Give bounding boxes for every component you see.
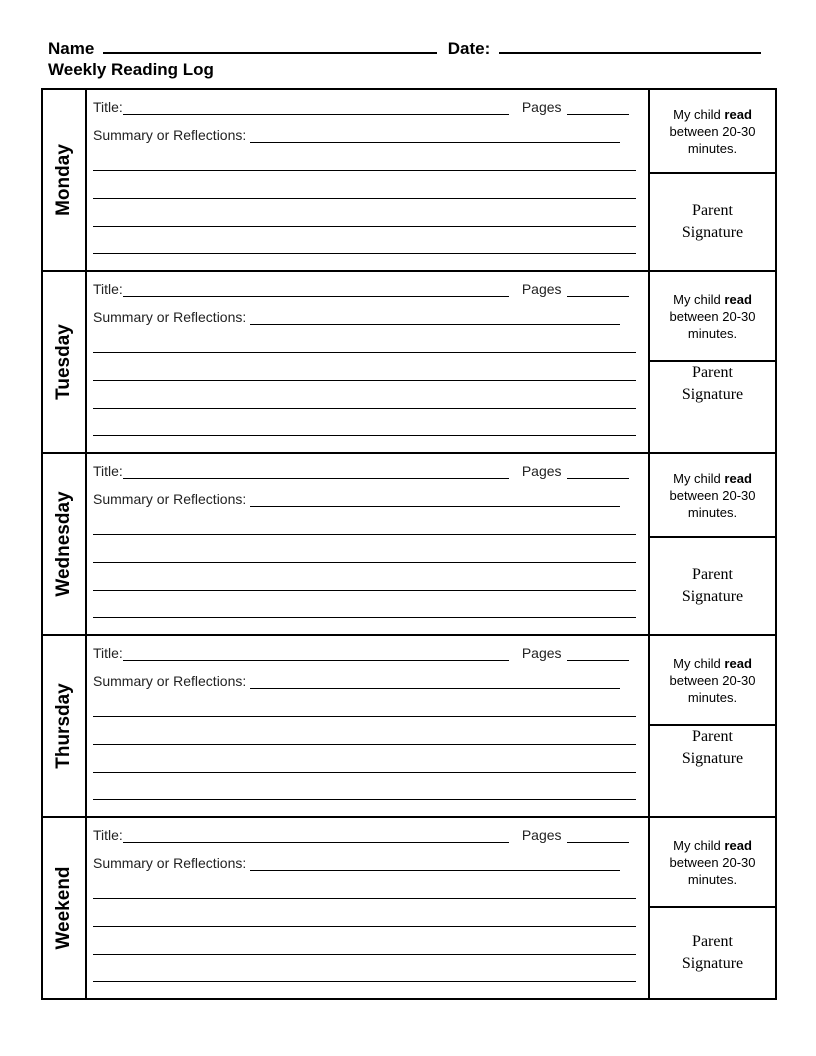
summary-label: Summary or Reflections: [93, 673, 247, 689]
entry-cell [87, 272, 650, 452]
summary-field[interactable] [250, 856, 620, 871]
title-field[interactable] [123, 646, 509, 661]
read-bold: read [724, 291, 752, 307]
read-confirmation [650, 636, 775, 726]
read-bold: read [724, 106, 752, 122]
summary-field[interactable] [250, 492, 620, 507]
parent-label: Parent [692, 202, 733, 219]
writing-line[interactable] [93, 716, 636, 717]
day-cell [43, 636, 87, 816]
title-field[interactable] [123, 828, 509, 843]
signature-label: Signature [681, 955, 744, 972]
parent-signature-box[interactable] [650, 908, 775, 998]
day-row-monday [43, 90, 775, 272]
pages-label: Pages [521, 281, 562, 297]
writing-line[interactable] [93, 898, 636, 899]
read-bold: read [724, 470, 752, 486]
title-label: Title: [93, 645, 123, 661]
read-confirmation [650, 454, 775, 538]
read-confirmation [650, 90, 775, 174]
writing-line[interactable] [93, 744, 636, 745]
writing-line[interactable] [93, 772, 636, 773]
day-row-weekend [43, 818, 775, 998]
side-cell [650, 454, 775, 634]
parent-signature-box[interactable] [650, 362, 775, 452]
side-cell [650, 90, 775, 270]
writing-line[interactable] [93, 926, 636, 927]
writing-line[interactable] [93, 408, 636, 409]
entry-cell [87, 90, 650, 270]
day-cell [43, 818, 87, 998]
side-cell [650, 818, 775, 998]
title-field[interactable] [123, 100, 509, 115]
writing-line[interactable] [93, 954, 636, 955]
title-label: Title: [93, 281, 123, 297]
writing-line[interactable] [93, 226, 636, 227]
summary-label: Summary or Reflections: [93, 127, 247, 143]
signature-label: Signature [681, 224, 744, 241]
page-title: Weekly Reading Log [48, 60, 214, 79]
title-field[interactable] [123, 282, 509, 297]
day-row-tuesday [43, 272, 775, 454]
summary-label: Summary or Reflections: [93, 309, 247, 325]
pages-field[interactable] [567, 464, 629, 479]
name-field[interactable] [103, 38, 437, 54]
date-label: Date: [447, 39, 491, 58]
read-prefix: My child [673, 837, 721, 853]
parent-signature-box[interactable] [650, 538, 775, 634]
entry-cell [87, 636, 650, 816]
entry-cell [87, 818, 650, 998]
summary-label: Summary or Reflections: [93, 855, 247, 871]
day-cell [43, 90, 87, 270]
read-bold: read [724, 655, 752, 671]
title-label: Title: [93, 463, 123, 479]
writing-line[interactable] [93, 380, 636, 381]
summary-field[interactable] [250, 128, 620, 143]
day-row-thursday [43, 636, 775, 818]
read-suffix: between 20-30 minutes. [669, 487, 756, 520]
day-label: Tuesday [53, 324, 74, 400]
parent-signature-box[interactable] [650, 174, 775, 270]
signature-label: Signature [681, 750, 744, 767]
read-prefix: My child [673, 470, 721, 486]
writing-line[interactable] [93, 352, 636, 353]
day-label: Thursday [53, 683, 74, 769]
entry-cell [87, 454, 650, 634]
day-cell [43, 272, 87, 452]
writing-line[interactable] [93, 799, 636, 800]
day-row-wednesday [43, 454, 775, 636]
pages-field[interactable] [567, 646, 629, 661]
side-cell [650, 272, 775, 452]
writing-line[interactable] [93, 170, 636, 171]
title-field[interactable] [123, 464, 509, 479]
title-label: Title: [93, 827, 123, 843]
read-confirmation [650, 818, 775, 908]
parent-label: Parent [692, 728, 733, 745]
parent-signature-box[interactable] [650, 726, 775, 816]
pages-field[interactable] [567, 282, 629, 297]
pages-label: Pages [521, 463, 562, 479]
reading-log-table [41, 88, 777, 1000]
signature-label: Signature [681, 386, 744, 403]
read-suffix: between 20-30 minutes. [669, 854, 756, 887]
name-label: Name [48, 39, 95, 58]
date-field[interactable] [499, 38, 761, 54]
name-date-line [48, 38, 761, 59]
writing-line[interactable] [93, 590, 636, 591]
pages-field[interactable] [567, 828, 629, 843]
writing-line[interactable] [93, 534, 636, 535]
writing-line[interactable] [93, 435, 636, 436]
read-suffix: between 20-30 minutes. [669, 123, 756, 156]
signature-label: Signature [681, 588, 744, 605]
pages-field[interactable] [567, 100, 629, 115]
summary-label: Summary or Reflections: [93, 491, 247, 507]
title-label: Title: [93, 99, 123, 115]
read-confirmation [650, 272, 775, 362]
writing-line[interactable] [93, 253, 636, 254]
read-prefix: My child [673, 291, 721, 307]
writing-line[interactable] [93, 562, 636, 563]
writing-line[interactable] [93, 981, 636, 982]
pages-label: Pages [521, 827, 562, 843]
day-label: Wednesday [53, 491, 74, 597]
side-cell [650, 636, 775, 816]
read-prefix: My child [673, 655, 721, 671]
parent-label: Parent [692, 566, 733, 583]
pages-label: Pages [521, 645, 562, 661]
writing-line[interactable] [93, 617, 636, 618]
read-prefix: My child [673, 106, 721, 122]
day-cell [43, 454, 87, 634]
read-suffix: between 20-30 minutes. [669, 308, 756, 341]
pages-label: Pages [521, 99, 562, 115]
writing-line[interactable] [93, 198, 636, 199]
day-label: Monday [53, 144, 74, 216]
day-label: Weekend [53, 866, 74, 950]
read-bold: read [724, 837, 752, 853]
summary-field[interactable] [250, 310, 620, 325]
summary-field[interactable] [250, 674, 620, 689]
parent-label: Parent [692, 364, 733, 381]
read-suffix: between 20-30 minutes. [669, 672, 756, 705]
parent-label: Parent [692, 933, 733, 950]
